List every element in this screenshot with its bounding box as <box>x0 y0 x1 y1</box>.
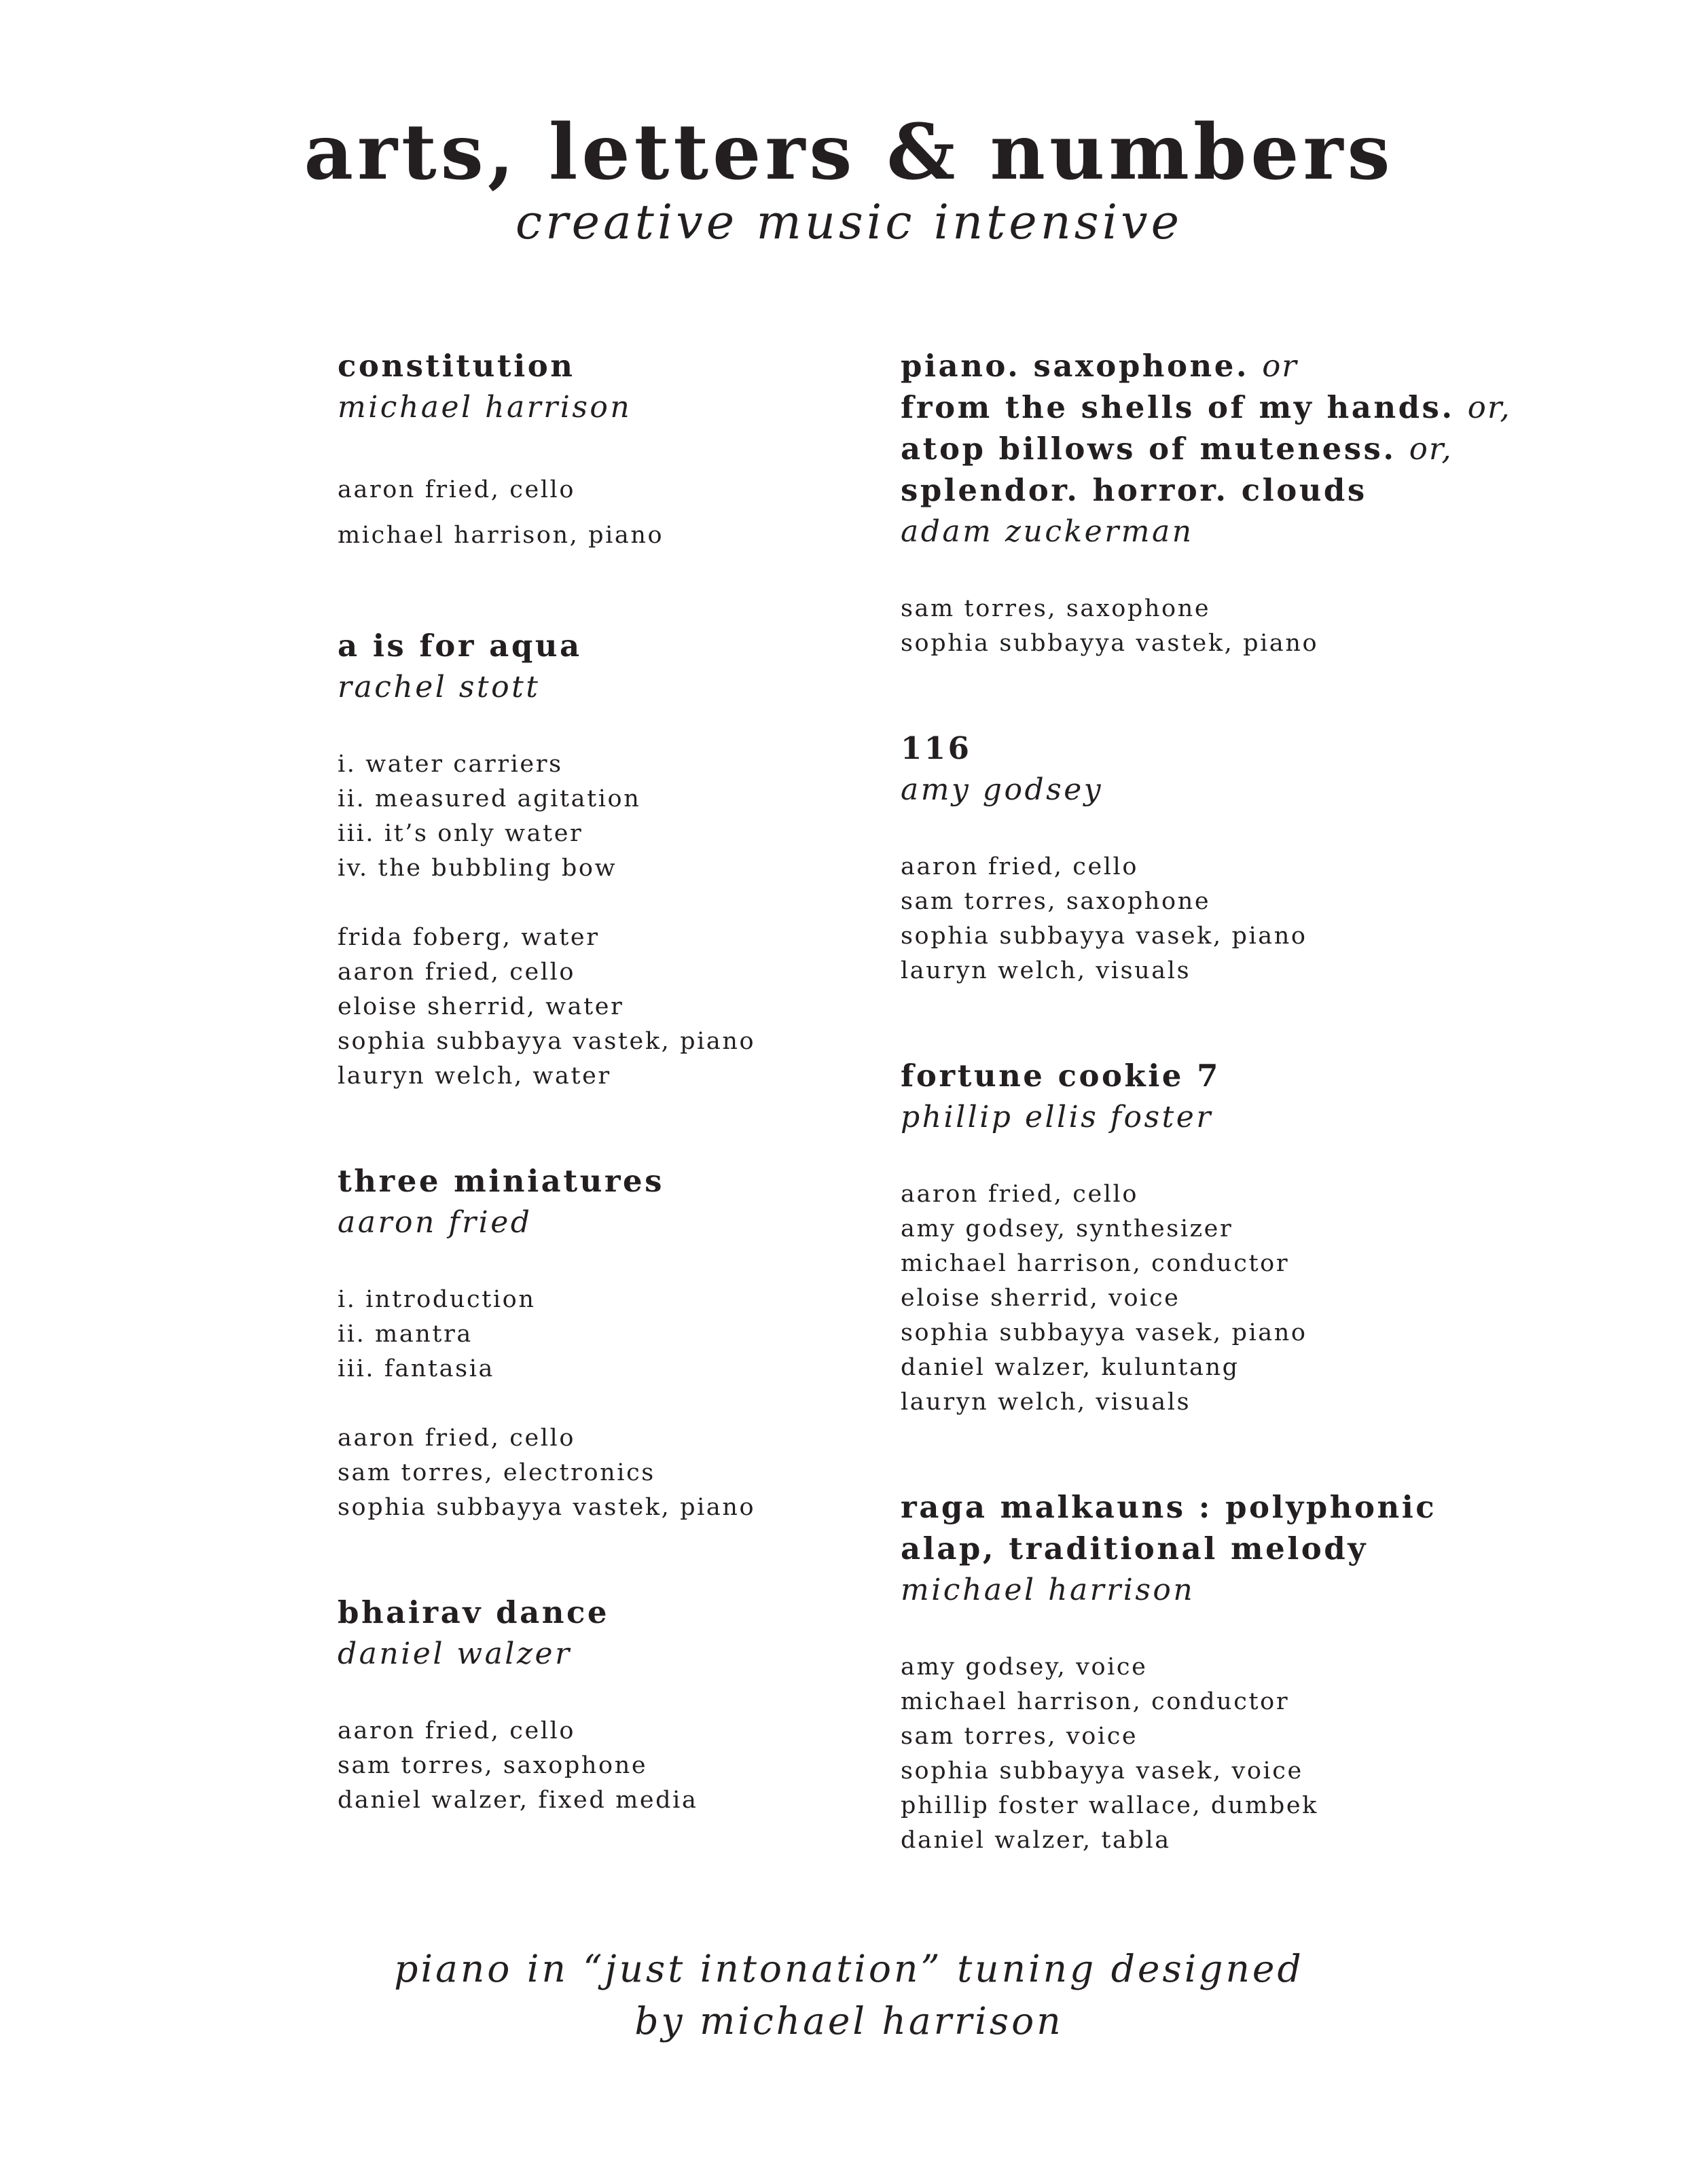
performer: aaron fried, cello <box>338 959 576 986</box>
performer: michael harrison, conductor <box>901 1688 1290 1715</box>
performer-list <box>338 920 854 1094</box>
movement: iii. it’s only water <box>338 820 583 847</box>
or-conjunction: or, <box>1409 431 1453 467</box>
piece-title: constitution <box>338 348 575 384</box>
performer: daniel walzer, tabla <box>901 1827 1171 1854</box>
movement-list <box>338 1283 854 1386</box>
performer: sophia subbayya vasek, voice <box>901 1757 1303 1785</box>
piece-fortune-cookie-7 <box>901 1055 1525 1420</box>
piece-piano-saxophone <box>901 345 1525 661</box>
performer: phillip foster wallace, dumbek <box>901 1792 1318 1819</box>
performer: amy godsey, voice <box>901 1653 1148 1681</box>
performer: lauryn welch, visuals <box>901 957 1191 984</box>
performer: michael harrison, piano <box>338 522 664 549</box>
title-text: splendor. horror. clouds <box>901 472 1367 508</box>
piece-title-line <box>901 387 1525 428</box>
performer-list <box>901 1177 1525 1420</box>
piece-composer: rachel stott <box>338 670 541 704</box>
performer: amy godsey, synthesizer <box>901 1215 1233 1242</box>
performer: frida foberg, water <box>338 924 600 951</box>
performer: sophia subbayya vasek, piano <box>901 1319 1307 1346</box>
title-text: piano. saxophone. <box>901 348 1250 384</box>
piece-title-line <box>901 469 1525 511</box>
tuning-note-line: piano in “just intonation” tuning designed <box>394 1947 1304 1990</box>
tuning-note <box>0 1943 1698 2047</box>
performer: aaron fried, cello <box>901 1181 1139 1208</box>
piece-title: three miniatures <box>338 1163 664 1199</box>
piece-116 <box>901 728 1525 988</box>
movement: ii. measured agitation <box>338 785 641 812</box>
piece-raga-malkauns <box>901 1486 1525 1858</box>
performer: aaron fried, cello <box>338 1717 576 1744</box>
performer: eloise sherrid, voice <box>901 1285 1180 1312</box>
piece-composer: daniel walzer <box>338 1636 572 1671</box>
performer: aaron fried, cello <box>338 1425 576 1452</box>
performer: aaron fried, cello <box>338 476 576 503</box>
performer-list <box>901 1650 1525 1858</box>
performer-list <box>901 592 1525 661</box>
performer-list <box>338 467 854 558</box>
performer-list <box>901 850 1525 988</box>
performer: sophia subbayya vastek, piano <box>901 630 1319 657</box>
performer: aaron fried, cello <box>901 853 1139 880</box>
performer: sophia subbayya vastek, piano <box>338 1028 756 1055</box>
performer: sophia subbayya vastek, piano <box>338 1494 756 1521</box>
performer: sam torres, electronics <box>338 1459 655 1486</box>
movement: i. water carriers <box>338 751 563 778</box>
piece-composer: michael harrison <box>338 390 632 425</box>
piece-title: 116 <box>901 730 972 766</box>
piece-title-line <box>901 428 1525 469</box>
performer: sophia subbayya vasek, piano <box>901 923 1307 950</box>
performer: sam torres, saxophone <box>338 1752 648 1779</box>
piece-title: bhairav dance <box>338 1594 609 1630</box>
movement: ii. mantra <box>338 1321 473 1348</box>
tuning-note-line: by michael harrison <box>634 1999 1064 2043</box>
performer: sam torres, saxophone <box>901 595 1211 622</box>
performer: michael harrison, conductor <box>901 1250 1290 1277</box>
piece-composer: aaron fried <box>338 1205 532 1240</box>
piece-title-line: alap, traditional melody <box>901 1530 1368 1567</box>
title-text: atop billows of muteness. <box>901 431 1396 467</box>
performer-list <box>338 1714 854 1818</box>
piece-composer: phillip ellis foster <box>901 1100 1213 1134</box>
piece-three-miniatures <box>338 1160 854 1525</box>
performer: sam torres, voice <box>901 1723 1138 1750</box>
or-conjunction: or <box>1262 348 1298 384</box>
left-column <box>338 345 854 1818</box>
movement: iii. fantasia <box>338 1355 494 1382</box>
piece-composer: adam zuckerman <box>901 514 1194 549</box>
piece-constitution <box>338 345 854 558</box>
piece-title-line <box>901 345 1525 387</box>
performer: daniel walzer, fixed media <box>338 1787 698 1814</box>
movement: iv. the bubbling bow <box>338 855 617 882</box>
performer: daniel walzer, kuluntang <box>901 1354 1240 1381</box>
piece-composer: michael harrison <box>901 1573 1195 1607</box>
movement-list <box>338 747 854 886</box>
piece-title: fortune cookie 7 <box>901 1058 1221 1094</box>
performer-list <box>338 1421 854 1525</box>
title-text: from the shells of my hands. <box>901 389 1455 425</box>
program-title: arts, letters & numbers <box>304 108 1394 197</box>
performer: eloise sherrid, water <box>338 993 624 1020</box>
movement: i. introduction <box>338 1286 536 1313</box>
right-column <box>901 345 1525 1858</box>
performer: sam torres, saxophone <box>901 888 1211 915</box>
piece-title: a is for aqua <box>338 628 582 664</box>
performer: lauryn welch, water <box>338 1062 611 1090</box>
performer: lauryn welch, visuals <box>901 1389 1191 1416</box>
piece-a-is-for-aqua <box>338 625 854 1094</box>
piece-bhairav-dance <box>338 1592 854 1818</box>
program-subtitle: creative music intensive <box>515 194 1183 250</box>
or-conjunction: or, <box>1467 389 1511 425</box>
piece-composer: amy godsey <box>901 772 1104 807</box>
piece-title-line: raga malkauns : polyphonic <box>901 1489 1437 1525</box>
